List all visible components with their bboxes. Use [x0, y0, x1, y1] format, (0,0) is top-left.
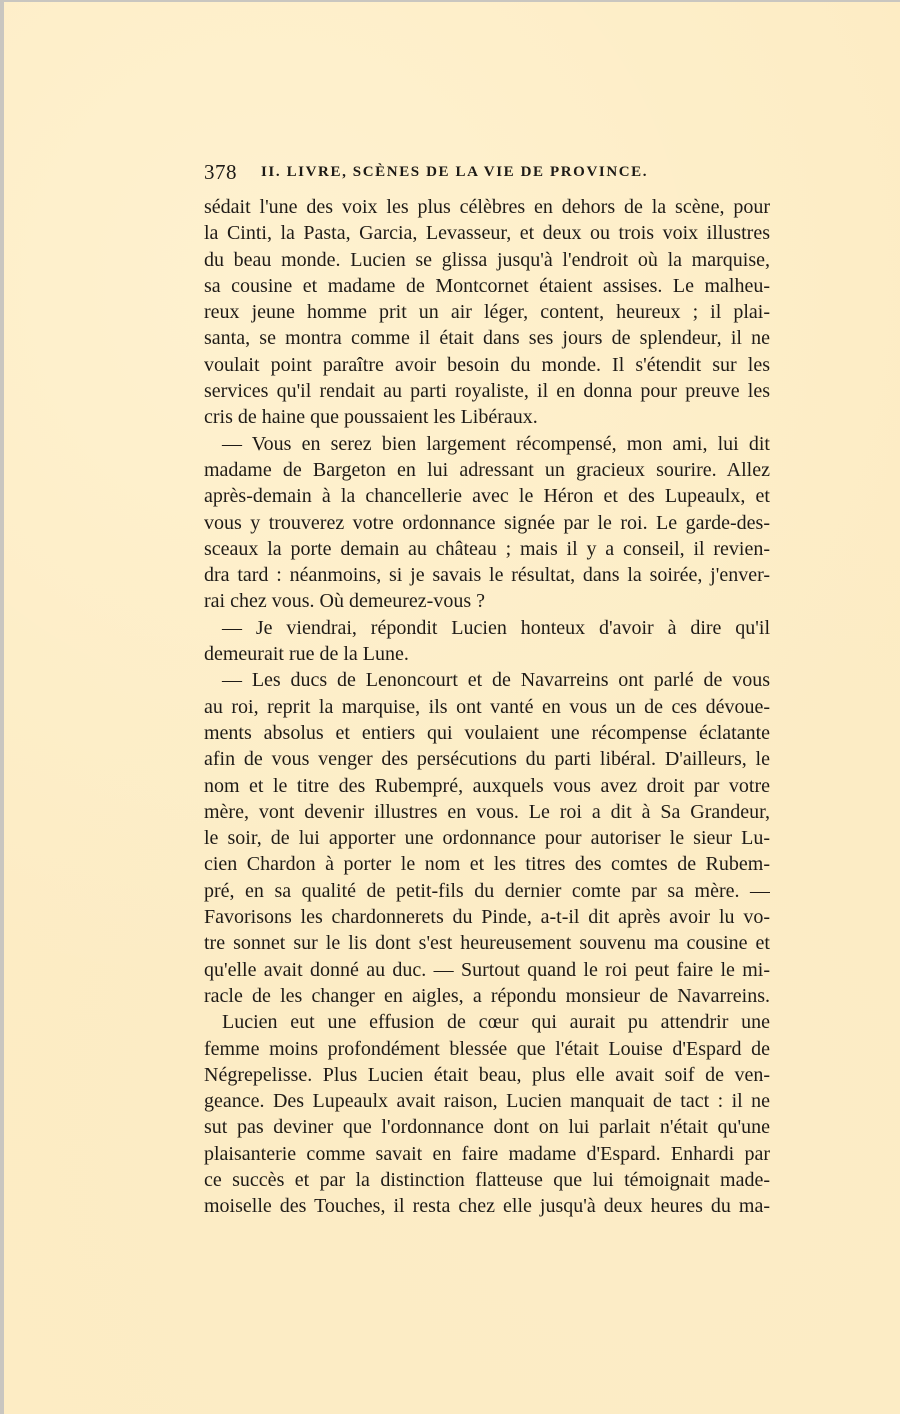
text-line: sédait l'une des voix les plus célèbres en dehors de la scène, pour	[204, 196, 770, 218]
text-line: après-demain à la chancellerie avec le Héron et des Lupeaulx, et	[204, 485, 770, 508]
text-line: sa cousine et madame de Montcornet étaient assises. Le malheu-	[204, 274, 770, 297]
text-line: moiselle des Touches, il resta chez elle jusqu'à deux heures du ma-	[204, 1195, 770, 1218]
text-line: voulait point paraître avoir besoin du monde. Il s'étendit sur les	[204, 353, 770, 376]
running-head: II. LIVRE, SCÈNES DE LA VIE DE PROVINCE.	[261, 164, 649, 180]
dialogue-line: — Les ducs de Lenoncourt et de Navarreins ont parlé de vous	[222, 669, 770, 692]
text-line: la Cinti, la Pasta, Garcia, Levasseur, et deux ou trois voix illustres	[204, 222, 770, 245]
paragraph-end-line: cris de haine que poussaient les Libéraux.	[204, 406, 538, 429]
body-text	[204, 194, 770, 1220]
text-line: ments absolus et entiers qui voulaient une récompense éclatante	[204, 721, 770, 744]
text-line: vous y trouverez votre ordonnance signée par le roi. Le garde-des-	[204, 511, 770, 534]
book-page	[4, 2, 900, 1414]
paragraph-end-line: demeurait rue de la Lune.	[204, 643, 409, 666]
paragraph-end-line: rai chez vous. Où demeurez-vous ?	[204, 590, 485, 613]
text-line: dra tard : néanmoins, si je savais le résultat, dans la soirée, j'enver-	[204, 564, 770, 587]
page-header	[204, 160, 764, 188]
text-line: Favorisons les chardonnerets du Pinde, a-t-il dit après avoir lu vo-	[204, 906, 770, 929]
dialogue-line: — Vous en serez bien largement récompensé, mon ami, lui dit	[222, 432, 770, 455]
text-line: afin de vous venger des persécutions du parti libéral. D'ailleurs, le	[204, 748, 770, 771]
text-line: pré, en sa qualité de petit-fils du dernier comte par sa mère. —	[204, 879, 770, 902]
text-line: sut pas deviner que l'ordonnance dont on lui parlait n'était qu'une	[204, 1116, 770, 1139]
text-line: madame de Bargeton en lui adressant un gracieux sourire. Allez	[204, 458, 770, 481]
paragraph-start-line: Lucien eut une effusion de cœur qui aurait pu attendrir une	[222, 1011, 770, 1034]
dialogue-line: — Je viendrai, répondit Lucien honteux d'avoir à dire qu'il	[222, 616, 770, 639]
text-line: le soir, de lui apporter une ordonnance pour autoriser le sieur Lu-	[204, 827, 770, 850]
text-line: nom et le titre des Rubempré, auxquels vous avez droit par votre	[204, 774, 770, 797]
text-line: tre sonnet sur le lis dont s'est heureusement souvenu ma cousine et	[204, 932, 770, 955]
text-line: qu'elle avait donné au duc. — Surtout quand le roi peut faire le mi-	[204, 958, 770, 981]
text-line: sceaux la porte demain au château ; mais il y a conseil, il revien-	[204, 537, 770, 560]
text-line: plaisanterie comme savait en faire madame d'Espard. Enhardi par	[204, 1142, 770, 1165]
text-line: reux jeune homme prit un air léger, content, heureux ; il plai-	[204, 301, 770, 324]
text-line: au roi, reprit la marquise, ils ont vanté en vous un de ces dévoue-	[204, 695, 770, 718]
text-line: services qu'il rendait au parti royaliste, il en donna pour preuve les	[204, 380, 770, 403]
text-line: santa, se montra comme il était dans ses jours de splendeur, il ne	[204, 327, 770, 350]
text-line: mère, vont devenir illustres en vous. Le roi a dit à Sa Grandeur,	[204, 800, 770, 823]
text-line: Négrepelisse. Plus Lucien était beau, plus elle avait soif de ven-	[204, 1063, 770, 1086]
page-number: 378	[204, 160, 237, 184]
text-line: geance. Des Lupeaulx avait raison, Lucien manquait de tact : il ne	[204, 1090, 770, 1113]
text-line: ce succès et par la distinction flatteuse que lui témoignait made-	[204, 1168, 770, 1191]
text-line: femme moins profondément blessée que l'était Louise d'Espard de	[204, 1037, 770, 1060]
text-line: cien Chardon à porter le nom et les titres des comtes de Rubem-	[204, 853, 770, 876]
text-line: du beau monde. Lucien se glissa jusqu'à l'endroit où la marquise,	[204, 248, 770, 271]
paragraph-end-line: racle de les changer en aigles, a répondu monsieur de Navarreins.	[204, 984, 770, 1007]
